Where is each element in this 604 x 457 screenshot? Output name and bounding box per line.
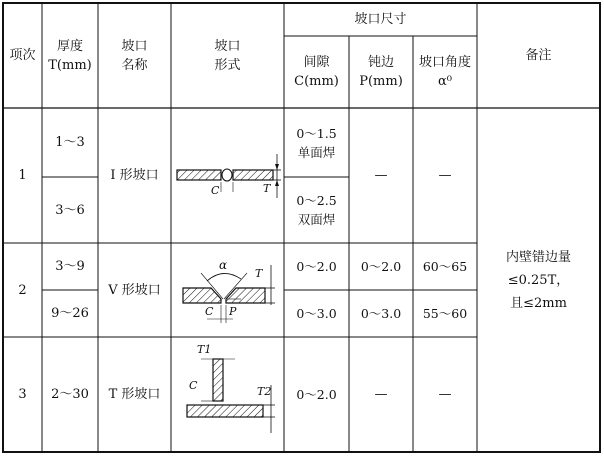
row2a-thickness: 3～9 xyxy=(55,259,85,274)
remark-text: 内壁错边量 ≤0.25T， 且≤2mm xyxy=(505,249,571,311)
row2-name: V 形坡口 xyxy=(108,282,161,298)
t-groove-vertical-plate xyxy=(213,359,223,401)
row1a-gap: 0～1.5 单面焊 xyxy=(296,125,337,160)
header-index: 项次 xyxy=(9,48,36,63)
row1-angle: — xyxy=(438,168,452,183)
row3-gap: 0～2.0 xyxy=(296,387,337,402)
row1-blunt: — xyxy=(374,168,388,183)
row2a-gap: 0～2.0 xyxy=(296,259,337,274)
header-blunt: 钝边 P(mm) xyxy=(359,55,403,89)
row1b-thickness: 3～6 xyxy=(55,202,85,218)
v-groove-diagram xyxy=(171,243,284,337)
i-groove-c-label: C xyxy=(211,184,220,197)
row1b-gap: 0～2.5 双面焊 xyxy=(296,193,337,227)
header-groove-form: 坡口 形式 xyxy=(214,38,241,73)
row1-name: I 形坡口 xyxy=(110,168,159,183)
v-groove-c-label: C xyxy=(205,305,214,318)
t-groove-base-plate xyxy=(187,405,263,417)
t-groove-t1-label: T1 xyxy=(197,343,212,356)
row2a-angle: 60～65 xyxy=(422,259,468,274)
v-groove-t-label: T xyxy=(255,267,263,280)
i-groove-diagram xyxy=(171,108,284,243)
row3-angle: — xyxy=(438,387,452,402)
v-groove-alpha-label: α xyxy=(219,258,228,272)
row3-thickness: 2～30 xyxy=(51,387,89,402)
row2-index: 2 xyxy=(18,282,27,298)
t-groove-t2-label: T2 xyxy=(257,385,272,398)
row2b-angle: 55～60 xyxy=(422,306,468,321)
header-thickness: 厚度 T(mm) xyxy=(48,38,92,73)
i-groove-t-label: T xyxy=(263,182,271,195)
row2b-gap: 0～3.0 xyxy=(296,306,337,321)
row3-index: 3 xyxy=(18,387,27,402)
row3-blunt: — xyxy=(374,387,388,402)
t-groove-diagram xyxy=(171,337,284,452)
row1-index: 1 xyxy=(18,168,27,183)
header-groove-size: 坡口尺寸 xyxy=(354,12,407,27)
header-remark: 备注 xyxy=(525,48,552,63)
row2b-blunt: 0～3.0 xyxy=(360,306,402,321)
v-groove-p-label: P xyxy=(229,305,237,318)
t-groove-c-label: C xyxy=(189,379,198,392)
row3-name: T 形坡口 xyxy=(108,387,161,402)
row2a-blunt: 0～2.0 xyxy=(360,259,402,274)
i-groove-right-plate xyxy=(233,170,273,180)
header-groove-name: 坡口 名称 xyxy=(121,38,148,73)
header-gap: 间隙 C(mm) xyxy=(294,55,339,89)
i-groove-left-plate xyxy=(177,170,221,180)
header-angle: 坡口角度 α⁰ xyxy=(418,55,471,89)
row2b-thickness: 9～26 xyxy=(51,306,89,321)
row1a-thickness: 1～3 xyxy=(55,135,85,150)
